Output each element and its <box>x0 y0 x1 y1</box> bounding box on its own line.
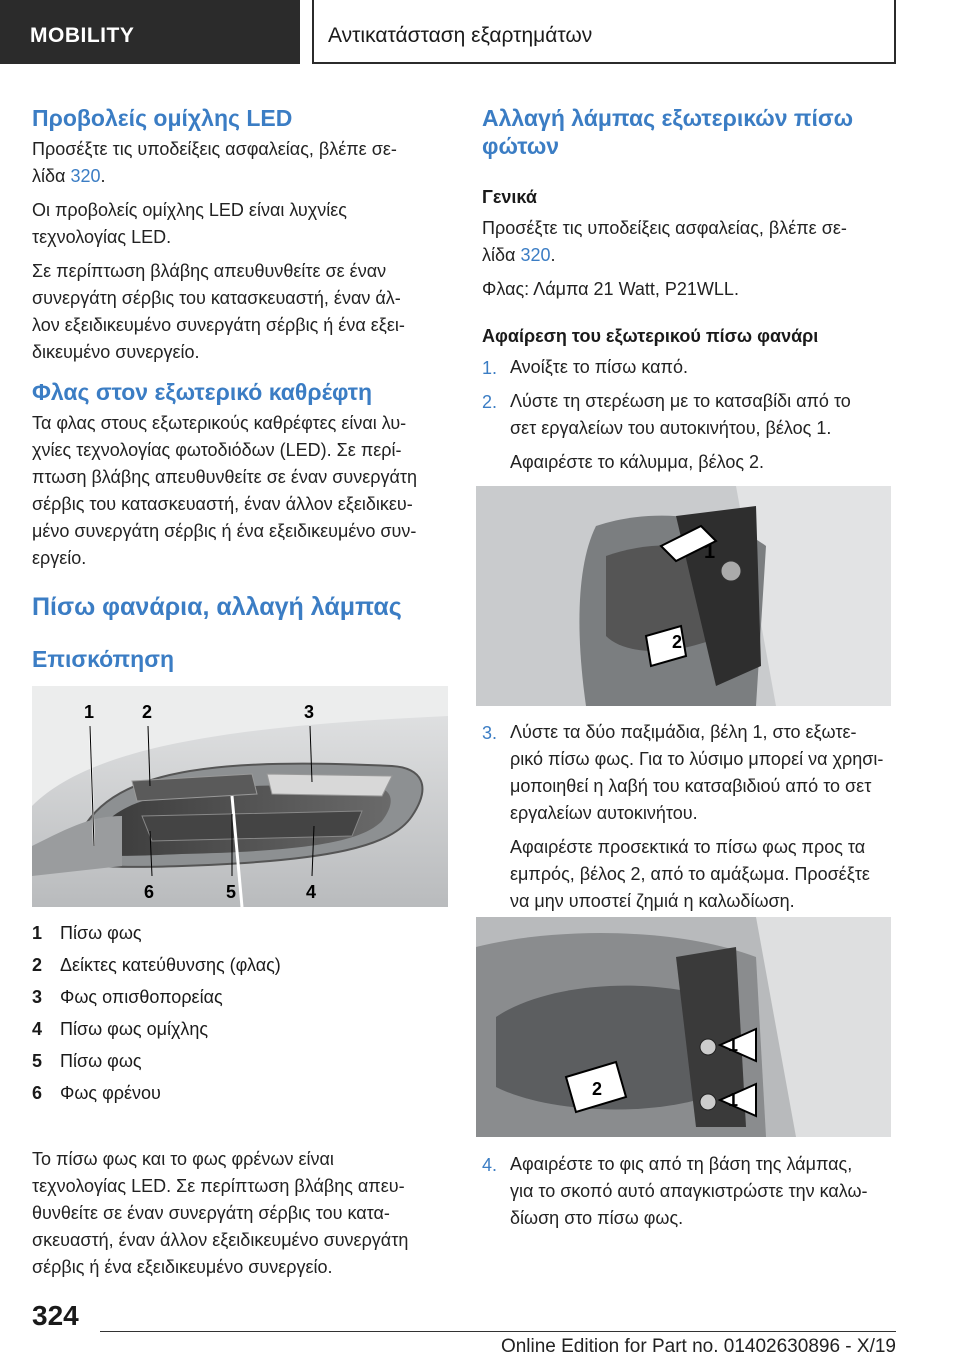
legend-number: 6 <box>32 1082 43 1103</box>
gen-safety-text: λίδα <box>482 245 521 265</box>
rear-p-line3: θυνθείτε σε έναν συνεργάτη σέρβις του κατα- <box>32 1203 390 1223</box>
mirror-line5: μένο συνεργάτη σέρβις ή ένα εξειδικευμένο συν- <box>32 521 417 541</box>
step-3-line2: ρικό πίσω φως. Για το λύσιμο μπορεί να χρησι- <box>510 749 884 769</box>
removal-heading: Αφαίρεση του εξωτερικού πίσω φανάρι <box>482 326 819 346</box>
legend-label: Πίσω φως ομίχλης <box>60 1018 209 1039</box>
fog-lights-heading: Προβολείς ομίχλης LED <box>32 105 293 131</box>
fog-safety-line1: Προσέξτε τις υποδείξεις ασφαλείας, βλέπε σε- <box>32 139 397 159</box>
step-3-line6: εμπρός, βέλος 2, από το αμάξωμα. Προσέξτε <box>510 864 870 884</box>
mirror-line6: εργείο. <box>32 548 87 568</box>
legend-item <box>32 917 281 949</box>
callout-label: 6 <box>144 882 155 902</box>
callout-label: 1 <box>728 1090 739 1110</box>
step-2-line1: Λύστε τη στερέωση με το κατσαβίδι από το <box>510 391 851 411</box>
page-link-320[interactable]: 320 <box>70 166 101 186</box>
fog-safety-period: . <box>100 166 106 186</box>
step-number: 1. <box>482 358 498 378</box>
gen-safety-period: . <box>550 245 556 265</box>
legend-label: Πίσω φως <box>60 1050 142 1071</box>
legend-number: 2 <box>32 954 43 975</box>
overview-heading: Επισκόπηση <box>32 646 174 672</box>
step-3-line3: μοποιηθεί η λαβή του κατσαβιδιού από το σετ <box>510 776 872 796</box>
step-4-line3: δίωση στο πίσω φως. <box>510 1208 684 1228</box>
step-3-line5: Αφαιρέστε προσεκτικά το πίσω φως προς τα <box>510 837 866 857</box>
rear-p-line4: σκευαστή, έναν άλλον εξειδικευμένο συνεργάτη <box>32 1230 409 1250</box>
fog-p2-line2: τεχνολογίας LED. <box>32 227 172 247</box>
rear-p-line2: τεχνολογίας LED. Σε περίπτωση βλάβης απευ- <box>32 1176 405 1196</box>
callout-label: 2 <box>592 1079 603 1099</box>
rear-p-line5: σέρβις ή ένα εξειδικευμένο συνεργείο. <box>32 1257 333 1277</box>
step-2-line2: σετ εργαλείων του αυτοκινήτου, βέλος 1. <box>510 418 832 438</box>
callout-label: 3 <box>304 702 315 722</box>
fog-p3-line2: συνεργάτη σέρβις του κατασκευαστή, έναν άλ- <box>32 288 401 308</box>
callout-label: 4 <box>306 882 317 902</box>
rear-light-overview-image <box>32 686 448 907</box>
bulb-change-heading-line1: Αλλαγή λάμπας εξωτερικών πίσω <box>482 105 854 131</box>
section-title: Αντικατάσταση εξαρτημάτων <box>312 0 896 64</box>
gen-safety-line2 <box>482 242 556 270</box>
legend-item <box>32 1045 281 1077</box>
step-2-line3: Αφαιρέστε το κάλυμμα, βέλος 2. <box>510 452 765 472</box>
legend-label: Φως φρένου <box>60 1082 161 1103</box>
legend-label: Δείκτες κατεύθυνσης (φλας) <box>60 954 281 975</box>
nut-removal-illustration <box>476 917 891 1137</box>
step-1-line1: Ανοίξτε το πίσω καπό. <box>510 357 688 377</box>
fog-p2-line1: Οι προβολείς ομίχλης LED είναι λυχνίες <box>32 200 347 220</box>
brand-label: MOBILITY <box>0 0 300 64</box>
step-number: 2. <box>482 392 498 412</box>
mirror-line2: χνίες τεχνολογίας φωτοδιόδων (LED). Σε περί- <box>32 440 402 460</box>
callout-label: 1 <box>84 702 95 722</box>
legend-label: Πίσω φως <box>60 922 142 943</box>
fog-p3-line3: λον εξειδικευμένο συνεργάτη σέρβις ή ένα εξει- <box>32 315 405 335</box>
edition-info: Online Edition for Part no. 01402630896 - X/19 <box>500 1336 896 1357</box>
callout-label: 5 <box>226 882 237 902</box>
rear-light-illustration <box>32 686 448 907</box>
gen-safety-line1: Προσέξτε τις υποδείξεις ασφαλείας, βλέπε σε- <box>482 218 847 238</box>
legend-number: 3 <box>32 986 43 1007</box>
step-3-line4: εργαλείων αυτοκινήτου. <box>510 803 698 823</box>
page-header <box>0 0 960 64</box>
page-link-320[interactable]: 320 <box>520 245 551 265</box>
step-number: 3. <box>482 723 498 743</box>
legend-label: Φως οπισθοπορείας <box>60 986 223 1007</box>
bulb-change-heading-line2: φώτων <box>482 133 560 159</box>
rear-p-line1: Το πίσω φως και το φως φρένων είναι <box>32 1149 334 1169</box>
legend-item <box>32 1013 281 1045</box>
fog-p3-line1: Σε περίπτωση βλάβης απευθυνθείτε σε έναν <box>32 261 387 281</box>
step-3-line7: να μην υποστεί ζημιά η καλωδίωση. <box>510 891 795 911</box>
legend-number: 4 <box>32 1018 43 1039</box>
legend-item <box>32 981 281 1013</box>
rear-lights-heading: Πίσω φανάρια, αλλαγή λάμπας <box>32 593 402 621</box>
callout-label: 2 <box>672 632 683 652</box>
cover-removal-illustration <box>476 486 891 706</box>
nut-removal-image <box>476 917 891 1137</box>
step-number: 4. <box>482 1155 498 1175</box>
fog-p3-line4: δικευμένο συνεργείο. <box>32 342 200 362</box>
step-3-line1: Λύστε τα δύο παξιμάδια, βέλη 1, στο εξωτε- <box>510 722 857 742</box>
legend-number: 5 <box>32 1050 43 1071</box>
overview-legend <box>32 917 281 1109</box>
cover-removal-image <box>476 486 891 706</box>
callout-label: 1 <box>704 541 716 563</box>
footer-divider <box>100 1331 896 1332</box>
legend-item <box>32 1077 281 1109</box>
general-heading: Γενικά <box>482 187 537 207</box>
mirror-line4: σέρβις του κατασκευαστή, έναν άλλον εξειδικευ- <box>32 494 413 514</box>
legend-item <box>32 949 281 981</box>
mirror-line3: πτωση βλάβης απευθυνθείτε σε έναν συνεργάτη <box>32 467 418 487</box>
step-4-line1: Αφαιρέστε το φις από τη βάση της λάμπας, <box>510 1154 853 1174</box>
step-4-line2: για το σκοπό αυτό απαγκιστρώστε την καλω- <box>510 1181 868 1201</box>
page-number: 324 <box>32 1300 79 1331</box>
mirror-indicator-heading: Φλας στον εξωτερικό καθρέφτη <box>32 379 373 405</box>
bulb-spec: Φλας: Λάμπα 21 Watt, P21WLL. <box>482 279 739 299</box>
fog-safety-line2 <box>32 163 106 191</box>
mirror-line1: Τα φλας στους εξωτερικούς καθρέφτες είναι λυ- <box>32 413 407 433</box>
fog-safety-text: λίδα <box>32 166 71 186</box>
callout-label: 1 <box>728 1035 739 1055</box>
callout-label: 2 <box>142 702 153 722</box>
legend-number: 1 <box>32 922 43 943</box>
